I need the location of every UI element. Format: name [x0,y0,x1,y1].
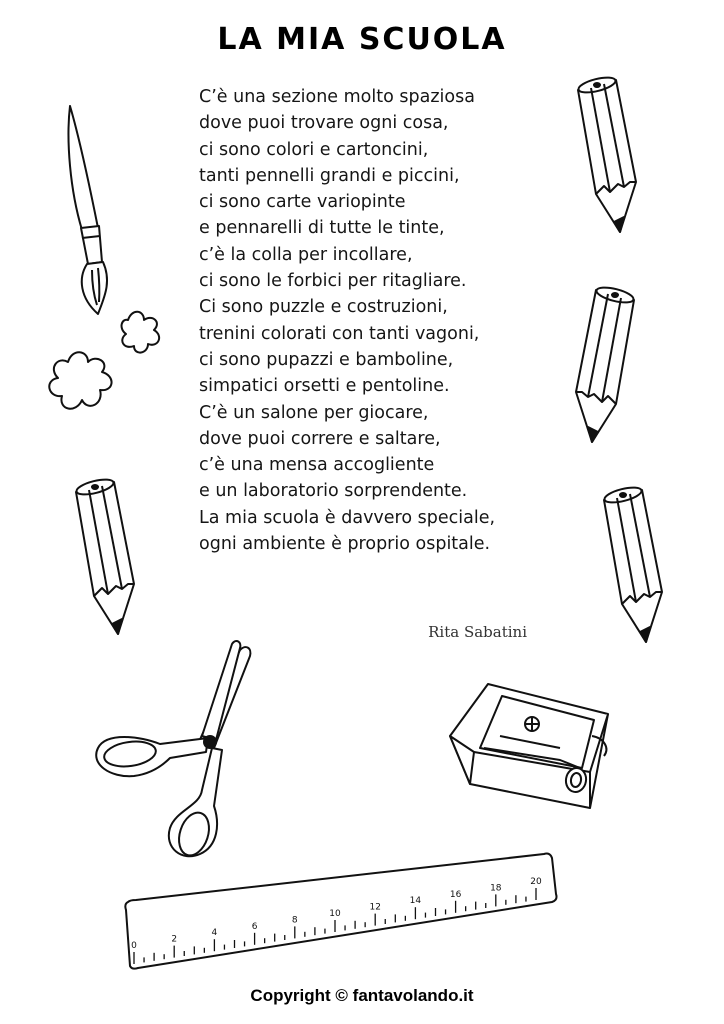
poem-line: simpatici orsetti e pentoline. [199,376,450,397]
pencil-illustration [600,482,664,647]
poem-line: ci sono le forbici per ritagliare. [199,271,467,292]
poem-line: dove puoi trovare ogni cosa, [199,113,449,134]
paint-splat-large [49,352,111,408]
ruler-label: 20 [530,877,542,887]
brush-bristles [82,262,107,314]
paint-splat-small [122,312,160,353]
ruler-label: 2 [171,934,178,945]
poem-line: ci sono colori e cartoncini, [199,139,429,160]
page-title: LA MIA SCUOLA [217,22,507,57]
poem-line: dove puoi correre e saltare, [199,428,441,449]
paintbrush-illustration [40,100,170,430]
poem-line: C’è un salone per giocare, [199,402,429,423]
ruler-label: 18 [490,883,502,894]
ruler-label: 16 [449,889,462,900]
poem-line: trenini colorati con tanti vagoni, [199,323,480,344]
poem-line: c’è una mensa accogliente [199,455,435,476]
ruler-label: 10 [329,909,341,919]
poem-line: Ci sono puzzle e costruzioni, [199,297,448,318]
poem-line: ci sono carte variopinte [199,192,406,213]
poem-line: tanti pennelli grandi e piccini, [199,165,460,186]
poem-line: c’è la colla per incollare, [199,244,413,265]
scissors-illustration [90,640,270,865]
brush-ferrule [81,226,102,264]
poem-line: e un laboratorio sorprendente. [199,481,468,502]
ruler-label: 0 [131,941,137,951]
poem-line: e pennarelli di tutte le tinte, [199,218,445,239]
copyright-footer: Copyright © fantavolando.it [250,986,474,1005]
ruler-illustration [120,850,560,970]
poem-author: Rita Sabatini [428,623,527,641]
pencil-illustration [574,282,638,447]
poem-line: C’è una sezione molto spaziosa [199,87,475,107]
ruler-label: 8 [291,915,298,926]
brush-handle [69,106,99,230]
scissors-pivot [204,736,216,748]
poem-line: ci sono pupazzi e bamboline, [199,349,454,370]
ruler-label: 14 [409,896,422,907]
ruler-label: 6 [251,921,258,932]
ruler-label: 4 [211,928,218,939]
ruler-label: 12 [369,902,381,913]
poem-line: ogni ambiente è proprio ospitale. [199,534,491,555]
poem [199,84,559,557]
pencil-illustration [574,72,638,237]
poem-line: La mia scuola è davvero speciale, [199,507,496,528]
sharpener-illustration [440,676,615,816]
pencil-illustration [72,474,136,639]
